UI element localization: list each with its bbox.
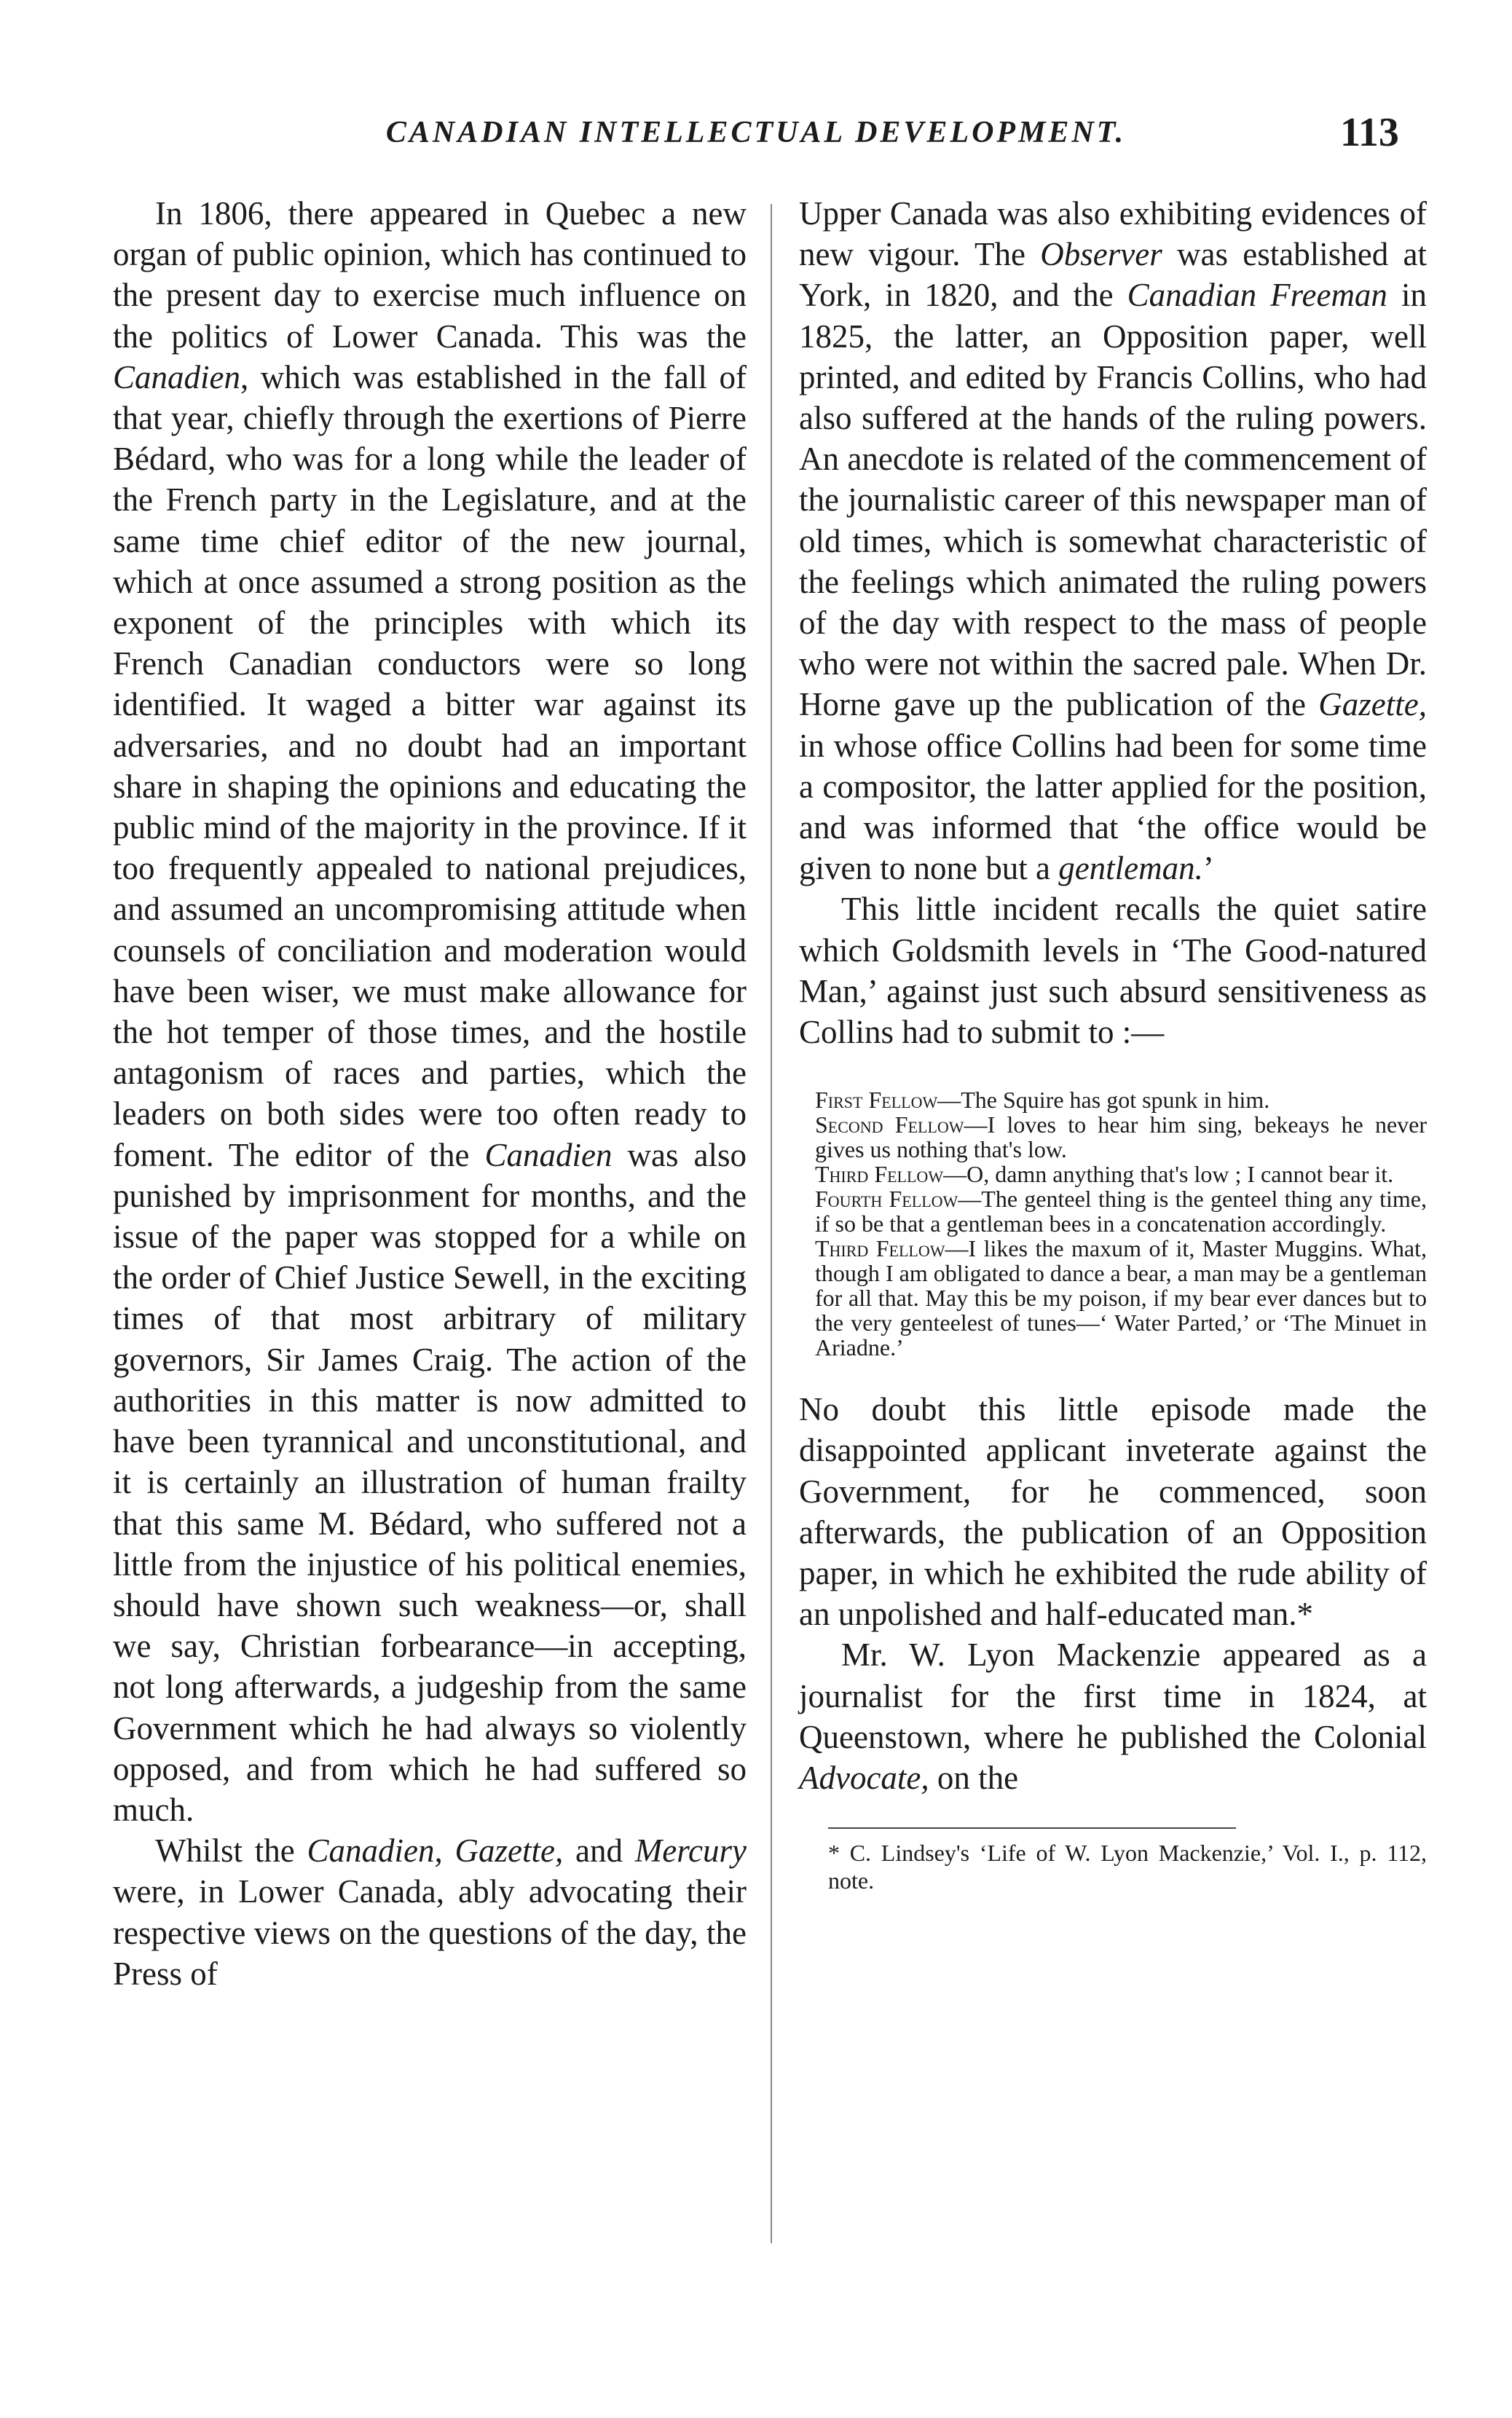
- text-run: This little incident recalls the quiet satire which Goldsmith levels in ‘The Good-natured Man,’ against just such absurd sensitiveness as Collins had to submit to :—: [799, 891, 1427, 1051]
- dialogue-text: —The Squire has got spunk in him.: [937, 1087, 1270, 1114]
- italic-text: Mercury: [634, 1832, 747, 1870]
- text-run: and: [563, 1832, 635, 1870]
- right-column: [799, 193, 1427, 1894]
- text-run: Upper Canada was also exhibiting evidences of new vigour. The: [799, 195, 1427, 273]
- italic-text: Gazette,: [1318, 686, 1427, 723]
- paragraph: [799, 1389, 1427, 1634]
- speaker-name: Fourth Fellow: [815, 1186, 958, 1213]
- text-run: in 1825, the latter, an Opposition paper, well printed, and edited by Francis Collins, who had also suffered at the hands of the ruling powers. An anecdote is related of the commencement of the journalistic career of this newspaper man of old times, which is somewhat characteristic of the feelings which animated the ruling powers of the day with respect to the mass of people who were not within the sacred pale. When Dr. Horne gave up the publication of the: [799, 277, 1427, 723]
- dialogue-text: —I loves to hear him sing, bekeays he never gives us nothing that's low.: [815, 1111, 1428, 1163]
- column-divider: [771, 204, 772, 2243]
- text-run: was also punished by imprisonment for months, and the issue of the paper was stopped for a while on the order of Chief Justice Sewell, in the exciting times of that most arbitrary of military governors, Sir James Craig. The action of the authorities in this matter is now admitted to have been tyrannical and unconstitutional, and it is certainly an illustration of human frailty that this same M. Bédard, who suffered not a little from the injustice of his political enemies, should have shown such weakness—or, shall we say, Christian forbearance—in accepting, not long afterwards, a judgeship from the same Government which he had always so violently opposed, and from which he had suffered so much.: [113, 1136, 747, 1828]
- dialogue-text: —The genteel thing is the genteel thing any time, if so be that a gentleman bees in a concatenation accordingly.: [815, 1186, 1428, 1237]
- paragraph: [113, 193, 747, 1830]
- paragraph: [799, 1634, 1427, 1798]
- dialogue-line: [815, 1162, 1427, 1186]
- dialogue-line: [815, 1112, 1427, 1162]
- italic-text: Advocate,: [799, 1760, 929, 1797]
- text-run: Whilst the: [155, 1832, 307, 1870]
- text-run: In 1806, there appeared in Quebec a new organ of public opinion, which has continued to the present day to exercise much influence on the politics of Lower Canada. This was the: [113, 195, 747, 355]
- text-run: No doubt this little episode made the disappointed applicant inveterate against the Government, for he commenced, soon afterwards, the publication of an Opposition paper, in which he exhibited the rude ability of an unpolished and half-educated man.*: [799, 1391, 1427, 1633]
- speaker-name: Third Fellow: [815, 1161, 944, 1188]
- italic-text: Canadian Freeman: [1127, 277, 1387, 314]
- paragraph: [799, 889, 1427, 1052]
- footnote-divider: [828, 1827, 1236, 1829]
- left-column: [113, 193, 747, 1994]
- dialogue-text: —I likes the maxum of it, Master Muggins. What, though I am obligated to dance a bear, a man may be a gentleman for all that. May this be my poison, if my bear ever dances but to the very genteelest of tunes—‘ Water Parted,’ or ‘The Minuet in Ariadne.’: [815, 1235, 1428, 1361]
- italic-text: Canadien: [113, 358, 240, 395]
- text-run: were, in Lower Canada, ably advocating their respective views on the questions of the day, the Press of: [113, 1873, 747, 1992]
- italic-text: gentleman.: [1058, 850, 1203, 887]
- page-number: 113: [1340, 110, 1399, 155]
- speaker-name: Third Fellow: [815, 1235, 945, 1262]
- text-run: ’: [1202, 850, 1214, 887]
- dialogue-text: —O, damn anything that's low ; I cannot bear it.: [943, 1161, 1394, 1188]
- dialogue-line: [815, 1236, 1427, 1360]
- italic-text: Canadien: [484, 1136, 613, 1173]
- dialogue-quote: [799, 1087, 1427, 1360]
- paragraph: [799, 193, 1427, 889]
- footnote: * C. Lindsey's ‘Life of W. Lyon Mackenzie,’ Vol. I., p. 112, note.: [828, 1840, 1427, 1894]
- text-run: was established at York, in 1820, and the: [799, 236, 1427, 314]
- text-run: , which was established in the fall of that year, chiefly through the exertions of Pierre Bédard, who was for a long while the leader of the French party in the Legislature, and at the same time chief editor of the new journal, which at once assumed a strong position as the exponent of the principles with which its French Canadian conductors were so long identified. It waged a bitter war against its adversaries, and no doubt had an important share in shaping the opinions and educating the public mind of the majority in the province. If it too frequently appealed to national prejudices, and assumed an uncompromising attitude when counsels of conciliation and moderation would have been wiser, we must make allowance for the hot temper of those times, and the hostile antagonism of races and parties, which the leaders on both sides were too often ready to foment. The editor of the: [113, 358, 747, 1173]
- italic-text: Observer: [1040, 236, 1162, 273]
- dialogue-line: [815, 1087, 1427, 1112]
- dialogue-line: [815, 1186, 1427, 1236]
- text-run: Mr. W. Lyon Mackenzie appeared as a journalist for the first time in 1824, at Queenstown, where he published the Colonial: [799, 1637, 1427, 1755]
- text-run: in whose office Collins had been for some time a compositor, the latter applied for the position, and was informed that ‘the office would be given to none but a: [799, 727, 1427, 887]
- paragraph: [113, 1830, 747, 1994]
- text-run: on the: [929, 1760, 1019, 1797]
- italic-text: Canadien, Gazette,: [307, 1832, 564, 1870]
- running-header: CANADIAN INTELLECTUAL DEVELOPMENT.: [385, 116, 1127, 149]
- speaker-name: First Fellow: [815, 1087, 938, 1114]
- speaker-name: Second Fellow: [815, 1111, 964, 1138]
